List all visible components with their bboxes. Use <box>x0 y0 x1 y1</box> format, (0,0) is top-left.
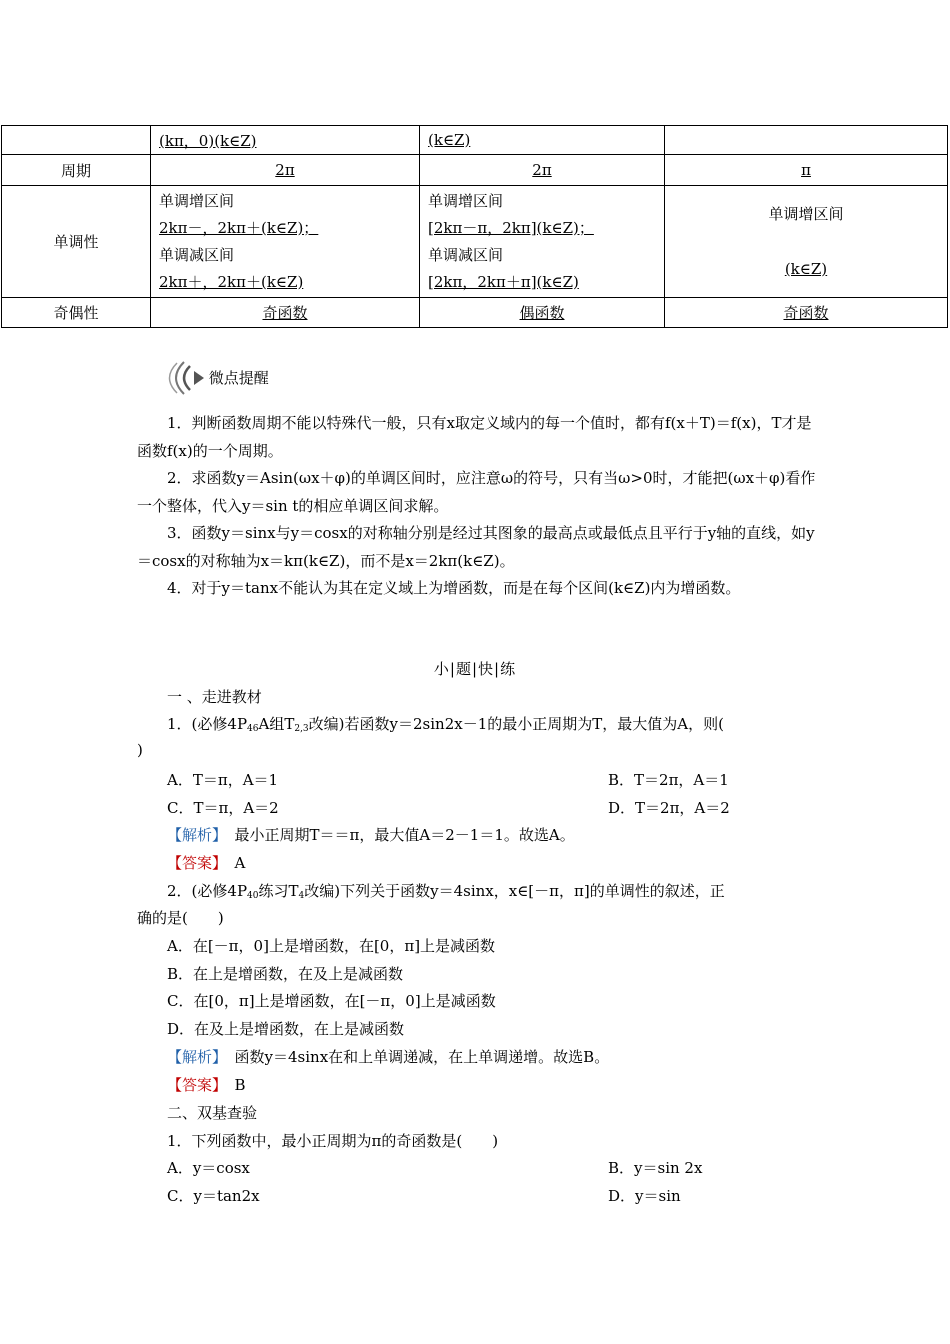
row-label-monotonicity: 单调性 <box>2 186 151 298</box>
option-a: A．y＝cosx <box>167 1159 250 1177</box>
question-stem <box>167 880 725 901</box>
option-a: A．T＝π，A＝1 <box>167 771 279 789</box>
mono-cos-line: [2kπ－π，2kπ](k∈Z)； <box>428 218 594 237</box>
row-label-period: 周期 <box>2 155 151 186</box>
section-heading: 二、双基查验 <box>167 1104 258 1122</box>
stem-subscript: 4 <box>298 891 305 901</box>
symmetry-center-cos: (k∈Z) <box>428 131 471 149</box>
table-cell <box>151 298 420 328</box>
section-heading: 一 、走进教材 <box>167 688 262 706</box>
question-stem: 1．下列函数中，最小正周期为π的奇函数是( ) <box>167 1132 499 1150</box>
period-cos: 2π <box>532 161 552 179</box>
answer-text: B <box>234 1076 246 1094</box>
option-a: A．在[－π，0]上是增函数，在[0，π]上是减函数 <box>167 937 496 955</box>
table-cell <box>2 126 151 155</box>
option-c: C．在[0，π]上是增函数，在[－π，0]上是减函数 <box>167 992 496 1010</box>
tip-item-4: 4．对于y＝tanx不能认为其在定义域上为增函数，而是在每个区间(k∈Z)内为增函数。 <box>167 579 741 597</box>
table-row <box>2 155 948 186</box>
mono-cos-line: 单调增区间 <box>428 191 504 210</box>
stem-subscript: 46 <box>247 724 259 734</box>
option-b: B．y＝sin 2x <box>608 1159 703 1177</box>
table-row <box>2 126 948 155</box>
stem-part: A组T <box>258 715 295 733</box>
parity-sin: 奇函数 <box>262 304 308 322</box>
answer <box>167 1074 246 1095</box>
symmetry-center-sin: (kπ，0)(k∈Z) <box>159 131 257 150</box>
trig-properties-table <box>1 125 948 328</box>
tip-item-1: 1．判断函数周期不能以特殊代一般，只有x取定义域内的每一个值时，都有f(x＋T)＝f(x)，T才是函数f(x)的一个周期。 <box>137 414 812 460</box>
analysis-text: 函数y＝4sinx在和上单调递减，在上单调递增。故选B。 <box>234 1048 610 1066</box>
table-cell <box>665 186 948 298</box>
stem-part: 改编)若函数y＝2sin2x－1的最小正周期为T，最大值为A，则( <box>308 715 724 733</box>
option-d: D．T＝2π，A＝2 <box>608 799 730 817</box>
stem-part: 练习T <box>258 882 299 900</box>
mono-sin-line: 2kπ＋，2kπ＋(k∈Z) <box>159 272 304 291</box>
analysis <box>167 824 575 845</box>
mono-tan-line: (k∈Z) <box>784 259 828 278</box>
table-cell <box>420 298 665 328</box>
stem-subscript: 2,3 <box>294 724 309 734</box>
mono-sin-line: 2kπ－，2kπ＋(k∈Z)； <box>159 218 319 237</box>
signal-icon <box>168 360 208 396</box>
stem-part: 2．(必修4P <box>167 882 248 900</box>
practice-heading: 小|题|快|练 <box>433 660 517 678</box>
table-cell <box>420 126 665 155</box>
table-cell <box>420 155 665 186</box>
stem-part: 改编)下列关于函数y＝4sinx，x∈[－π，π]的单调性的叙述，正 <box>304 882 725 900</box>
parity-tan: 奇函数 <box>783 304 829 322</box>
option-d: D．在及上是增函数，在上是减函数 <box>167 1020 405 1038</box>
answer-text: A <box>234 854 246 872</box>
option-c: C．y＝tan2x <box>167 1187 260 1205</box>
table-row <box>2 186 948 298</box>
mono-sin-line: 单调减区间 <box>159 245 235 264</box>
table-cell <box>665 126 948 155</box>
table-row <box>2 298 948 328</box>
stem-part: 1．(必修4P <box>167 715 248 733</box>
mono-sin-line: 单调增区间 <box>159 191 235 210</box>
answer <box>167 852 245 873</box>
period-tan: π <box>801 161 811 179</box>
mono-tan-line: 单调增区间 <box>768 204 844 223</box>
row-label-parity: 奇偶性 <box>2 298 151 328</box>
table-cell <box>151 126 420 155</box>
tips-header <box>168 360 273 396</box>
mono-cos-line: [2kπ，2kπ＋π](k∈Z) <box>428 272 579 291</box>
tips-title: 微点提醒 <box>208 369 269 387</box>
table-cell <box>665 298 948 328</box>
table-cell <box>151 155 420 186</box>
table-cell <box>665 155 948 186</box>
table-cell <box>151 186 420 298</box>
analysis-tag: 【解析】 <box>167 1048 220 1066</box>
tip-item-3: 3．函数y＝sinx与y＝cosx的对称轴分别是经过其图象的最高点或最低点且平行于y轴的直线，如y＝cosx的对称轴为x＝kπ(k∈Z)，而不是x＝2kπ(k∈Z)。 <box>137 524 815 570</box>
analysis <box>167 1046 609 1067</box>
tip-item-2: 2．求函数y＝Asin(ωx＋φ)的单调区间时，应注意ω的符号，只有当ω>0时，才能把(ωx＋φ)看作一个整体，代入y＝sin t的相应单调区间求解。 <box>137 469 816 515</box>
question-stem-cont: 确的是( ) <box>137 909 224 927</box>
option-c: C．T＝π，A＝2 <box>167 799 279 817</box>
option-b: B．在上是增函数，在及上是减函数 <box>167 965 404 983</box>
mono-cos-line: 单调减区间 <box>428 245 504 264</box>
stem-subscript: 40 <box>247 891 259 901</box>
question-stem-cont: ) <box>137 741 143 759</box>
answer-tag: 【答案】 <box>167 854 220 872</box>
analysis-text: 最小正周期T＝＝π，最大值A＝2－1＝1。故选A。 <box>234 826 575 844</box>
table-cell <box>420 186 665 298</box>
period-sin: 2π <box>275 161 295 179</box>
answer-tag: 【答案】 <box>167 1076 220 1094</box>
option-b: B．T＝2π，A＝1 <box>608 771 729 789</box>
option-d: D．y＝sin <box>608 1187 681 1205</box>
question-stem <box>167 713 724 734</box>
parity-cos: 偶函数 <box>519 304 565 322</box>
analysis-tag: 【解析】 <box>167 826 220 844</box>
